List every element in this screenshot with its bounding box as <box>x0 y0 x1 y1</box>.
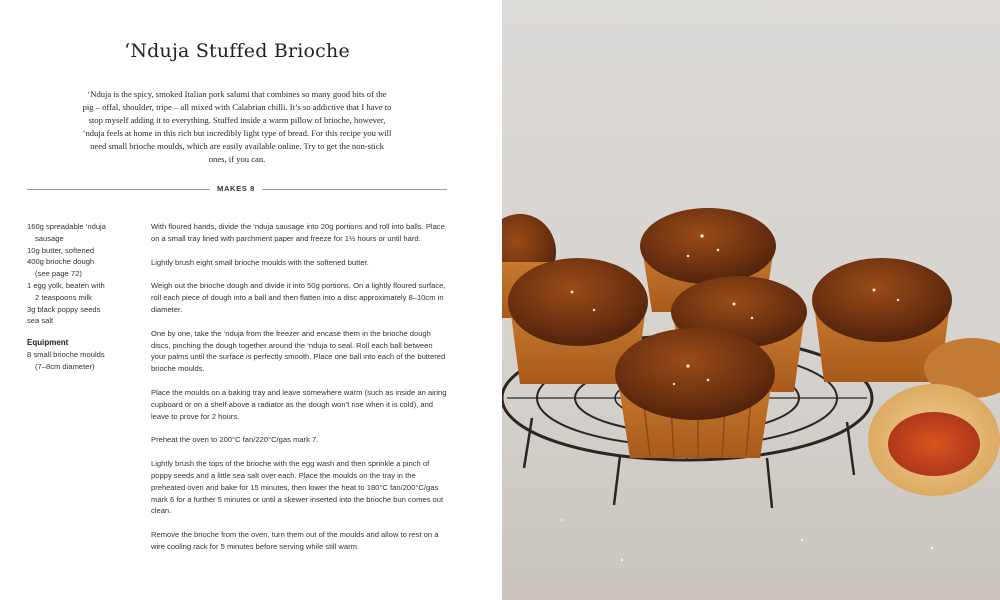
brioche-bun <box>615 328 775 458</box>
method-step: Lightly brush the tops of the brioche with the egg wash and then sprinkle a pinch of poppy seeds and a little sea salt over each. Place the moulds on the tray in the preheated oven and bake for 15 minutes, then lower the heat to 180°C fan/200°C/gas mark 6 for a further 5 minutes or until a skewer inserted into the brioche bun comes out clean. <box>151 459 444 516</box>
ingredients-list <box>27 221 142 373</box>
method-steps <box>151 221 449 565</box>
ingredient-item: 400g brioche dough (see page 72) <box>27 257 95 279</box>
equipment-item: 8 small brioche moulds (7–8cm diameter) <box>27 349 105 371</box>
method-step: Weigh out the brioche dough and divide it into 50g portions. On a lightly floured surface, roll each piece of dough into a ball and then flatten into a disc approximately 8–10cm in diameter. <box>151 281 446 314</box>
ingredient-item: 1 egg yolk, beaten with 2 teaspoons milk <box>27 280 105 302</box>
method-step: Lightly brush eight small brioche moulds with the softened butter. <box>151 257 369 267</box>
ingredient-item: 3g black poppy seeds <box>27 304 101 314</box>
method-step: Remove the brioche from the oven, turn them out of the moulds and allow to rest on a wire cooling rack for 5 minutes before serving while still warm. <box>151 530 439 551</box>
divider-right <box>262 189 447 190</box>
ingredient-item: sea salt <box>27 316 54 326</box>
ingredient-item: 10g butter, softened <box>27 245 95 255</box>
method-step: With floured hands, divide the ‘nduja sausage into 20g portions and roll into balls. Place on a small tray lined with parchment paper and freeze for 1½ hours or until hard. <box>151 222 445 243</box>
recipe-title: ‘Nduja Stuffed Brioche <box>124 40 350 62</box>
ingredient-item: 160g spreadable ‘nduja sausage <box>27 222 106 243</box>
method-step: One by one, take the ‘nduja from the freezer and encase them in the brioche dough discs, pinching the dough together around the ‘nduja to seal. Roll each ball between your palms until the surface is perfectly smooth. Place one ball into each of the buttered brioche moulds. <box>151 328 446 374</box>
method-step: Preheat the oven to 200°C fan/220°C/gas mark 7. <box>151 435 319 445</box>
recipe-intro: ‘Nduja is the spicy, smoked Italian pork salumi that combines so many good bits of the pig – offal, shoulder, tripe – all mixed with Calabrian chilli. It’s so addictive that I have to stop myself adding it to everything. Stuffed inside a warm pillow of brioche, however, ‘nduja feels at home in this rich but incredibly light type of bread. For this recipe you will need small brioche moulds, which are easily available online. Try to get the non-stick ones, if you can. <box>82 89 392 164</box>
brioche-photo-illustration <box>502 0 1000 600</box>
equipment-heading: Equipment <box>27 338 69 348</box>
method-step: Place the moulds on a baking tray and leave somewhere warm (such as inside an airing cupboard or on a shelf above a radiator as the dough won’t rise when it is cold), and leave to prove for 2 hours. <box>151 387 447 421</box>
divider-left <box>27 189 210 190</box>
yield-label: MAKES 8 <box>217 184 255 193</box>
brioche-photo <box>502 0 1000 600</box>
